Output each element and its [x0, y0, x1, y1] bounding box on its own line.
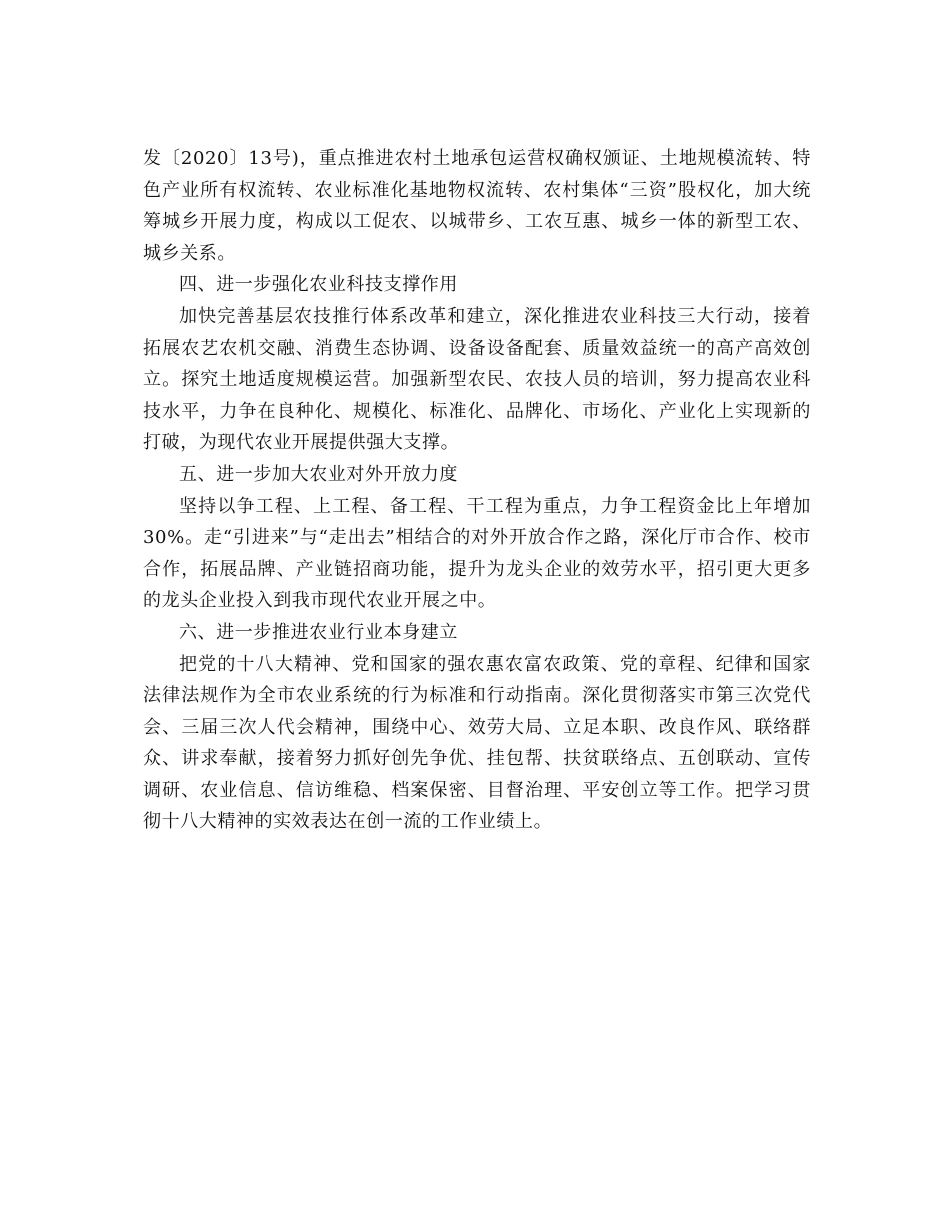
body-paragraph-3: 坚持以争工程、上工程、备工程、干工程为重点，力争工程资金比上年增加30%。走“引进来”与“走出去”相结合的对外开放合作之路，深化厅市合作、校市合作，拓展品牌、产业链招商功能，提升为龙头企业的效劳水平，招引更大更多的龙头企业投入到我市现代农业开展之中。: [143, 495, 811, 612]
section-heading-4: 四、进一步强化农业科技支撑作用: [179, 274, 458, 296]
section-heading-6: 六、进一步推进农业行业本身建立: [179, 621, 458, 643]
body-paragraph-1: 发〔2020〕13号)，重点推进农村土地承包运营权确权颁证、土地规模流转、特色产业所有权流转、农业标准化基地物权流转、农村集体“三资”股权化，加大统筹城乡开展力度，构成以工促农、以城带乡、工农互惠、城乡一体的新型工农、城乡关系。: [143, 148, 811, 264]
section-heading-5: 五、进一步加大农业对外开放力度: [179, 463, 458, 485]
body-paragraph-2: 加快完善基层农技推行体系改革和建立，深化推进农业科技三大行动，接着拓展农艺农机交融、消费生态协调、设备设备配套、质量效益统一的高产高效创立。探究土地适度规模运营。加强新型农民、农技人员的培训，努力提高农业科技水平，力争在良种化、规模化、标准化、品牌化、市场化、产业化上实现新的打破，为现代农业开展提供强大支撑。: [143, 305, 811, 454]
body-paragraph-4: 把党的十八大精神、党和国家的强农惠农富农政策、党的章程、纪律和国家法律法规作为全市农业系统的行为标准和行动指南。深化贯彻落实市第三次党代会、三届三次人代会精神，围绕中心、效劳大局、立足本职、改良作风、联络群众、讲求奉献，接着努力抓好创先争优、挂包帮、扶贫联络点、五创联动、宣传调研、农业信息、信访维稳、档案保密、目督治理、平安创立等工作。把学习贯彻十八大精神的实效表达在创一流的工作业绩上。: [143, 653, 811, 833]
document-page: [143, 143, 811, 838]
